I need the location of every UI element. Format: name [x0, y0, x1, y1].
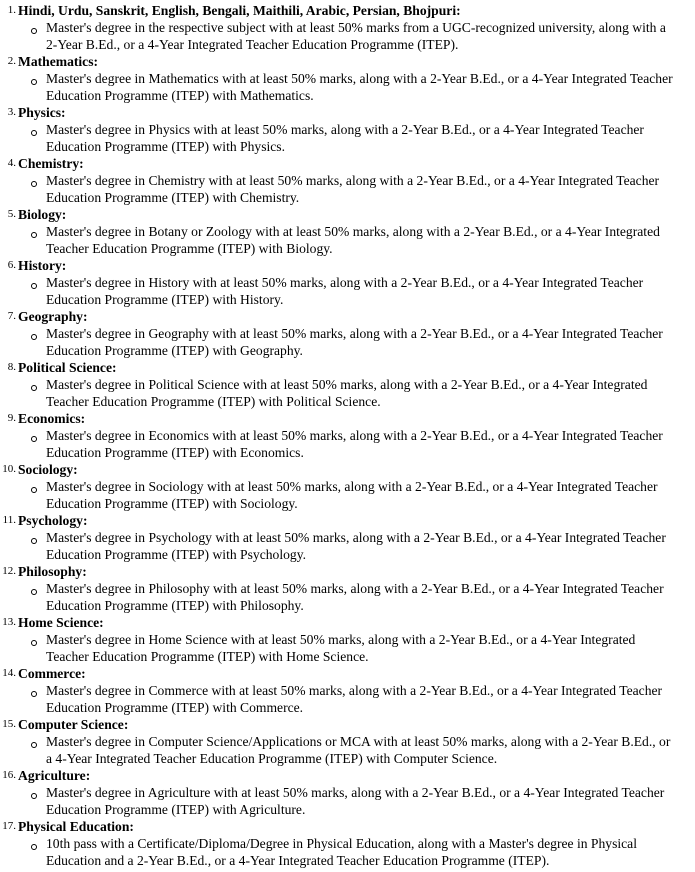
- subject-item: [0, 512, 695, 563]
- qualification-line: Teacher Education Programme (ITEP) with Home Science.: [46, 649, 369, 664]
- qualification-line: Education Programme (ITEP) with Sociology.: [46, 496, 298, 511]
- bullet-circle-icon: [31, 793, 37, 799]
- qualification-line: Teacher Education Programme (ITEP) with Biology.: [46, 241, 333, 256]
- list-number: 16.: [2, 769, 16, 781]
- qualification-line: Master's degree in Commerce with at least 50% marks, along with a 2-Year B.Ed., or a 4-Year Integrated Teacher: [46, 683, 663, 698]
- bullet-circle-icon: [31, 589, 37, 595]
- qualification-text: [46, 529, 695, 563]
- subject-item: [0, 359, 695, 410]
- qualification-line: Master's degree in Philosophy with at least 50% marks, along with a 2-Year B.Ed., or a 4-Year Integrated Teacher: [46, 581, 664, 596]
- list-number: 8.: [7, 361, 16, 373]
- bullet-circle-icon: [31, 181, 37, 187]
- qualification-line: Master's degree in Home Science with at least 50% marks, along with a 2-Year B.Ed., or a 4-Year Integrated: [46, 632, 636, 647]
- qualification-text: [46, 733, 695, 767]
- list-number: 15.: [2, 718, 16, 730]
- qualification-line: Master's degree in Geography with at least 50% marks, along with a 2-Year B.Ed., or a 4-Year Integrated Teacher: [46, 326, 663, 341]
- qualification-line: Education Programme (ITEP) with Commerce.: [46, 700, 304, 715]
- bullet-circle-icon: [31, 334, 37, 340]
- list-number: 12.: [2, 565, 16, 577]
- qualification-line: Master's degree in Agriculture with at least 50% marks, along with a 2-Year B.Ed., or a 4-Year Integrated Teacher: [46, 785, 665, 800]
- qualification-line: Master's degree in Economics with at least 50% marks, along with a 2-Year B.Ed., or a 4-Year Integrated Teacher: [46, 428, 663, 443]
- qualification-text: [46, 274, 695, 308]
- qualification-line: Master's degree in the respective subject with at least 50% marks from a UGC-recognized university, along with a: [46, 20, 666, 35]
- bullet-circle-icon: [31, 691, 37, 697]
- qualification-text: [46, 580, 695, 614]
- qualification-line: Education Programme (ITEP) with Mathematics.: [46, 88, 314, 103]
- qualification-line: Master's degree in Computer Science/Applications or MCA with at least 50% marks, along with a 2-Year B.Ed., or: [46, 734, 671, 749]
- subject-title: Home Science:: [18, 615, 104, 630]
- subject-item: [0, 257, 695, 308]
- list-number: 14.: [2, 667, 16, 679]
- list-number: 11.: [2, 514, 16, 526]
- subject-title: Philosophy:: [18, 564, 87, 579]
- list-number: 6.: [7, 259, 16, 271]
- list-number: 5.: [7, 208, 16, 220]
- qualification-text: [46, 19, 695, 53]
- qualification-line: Education Programme (ITEP) with Economics.: [46, 445, 304, 460]
- subject-title: Physical Education:: [18, 819, 134, 834]
- qualification-line: Education Programme (ITEP) with Physics.: [46, 139, 285, 154]
- qualification-line: Education Programme (ITEP) with Agriculture.: [46, 802, 306, 817]
- qualification-text: [46, 70, 695, 104]
- qualification-line: Education Programme (ITEP) with Philosophy.: [46, 598, 304, 613]
- subject-title: Hindi, Urdu, Sanskrit, English, Bengali, Maithili, Arabic, Persian, Bhojpuri:: [18, 3, 461, 18]
- list-number: 2.: [7, 55, 16, 67]
- subject-item: [0, 614, 695, 665]
- subject-item: [0, 104, 695, 155]
- subject-item: [0, 410, 695, 461]
- qualification-text: [46, 682, 695, 716]
- bullet-circle-icon: [31, 232, 37, 238]
- qualification-line: Education Programme (ITEP) with History.: [46, 292, 284, 307]
- subject-item: [0, 716, 695, 767]
- subject-title: Sociology:: [18, 462, 78, 477]
- list-number: 13.: [2, 616, 16, 628]
- qualification-line: Education Programme (ITEP) with Geography.: [46, 343, 303, 358]
- list-number: 7.: [7, 310, 16, 322]
- qualification-text: [46, 631, 695, 665]
- bullet-circle-icon: [31, 742, 37, 748]
- bullet-circle-icon: [31, 283, 37, 289]
- subject-item: [0, 665, 695, 716]
- subject-title: Chemistry:: [18, 156, 84, 171]
- qualification-line: Master's degree in Chemistry with at least 50% marks, along with a 2-Year B.Ed., or a 4-Year Integrated Teacher: [46, 173, 660, 188]
- qualification-text: [46, 172, 695, 206]
- qualification-line: Education Programme (ITEP) with Chemistry.: [46, 190, 300, 205]
- subject-item: [0, 155, 695, 206]
- bullet-circle-icon: [31, 79, 37, 85]
- list-number: 1.: [7, 4, 16, 16]
- qualification-text: [46, 784, 695, 818]
- subject-title: Political Science:: [18, 360, 117, 375]
- qualification-text: [46, 121, 695, 155]
- subject-title: Agriculture:: [18, 768, 91, 783]
- subject-item: [0, 53, 695, 104]
- qualification-line: Teacher Education Programme (ITEP) with Political Science.: [46, 394, 381, 409]
- qualification-line: Master's degree in Psychology with at least 50% marks, along with a 2-Year B.Ed., or a 4-Year Integrated Teacher: [46, 530, 666, 545]
- list-number: 10.: [2, 463, 16, 475]
- list-number: 3.: [7, 106, 16, 118]
- qualification-line: Master's degree in Physics with at least 50% marks, along with a 2-Year B.Ed., or a 4-Year Integrated Teacher: [46, 122, 644, 137]
- subject-item: [0, 818, 695, 869]
- subject-title: Computer Science:: [18, 717, 129, 732]
- subject-title: Psychology:: [18, 513, 88, 528]
- subject-item: [0, 2, 695, 53]
- subject-item: [0, 206, 695, 257]
- subject-title: Biology:: [18, 207, 67, 222]
- bullet-circle-icon: [31, 385, 37, 391]
- bullet-circle-icon: [31, 844, 37, 850]
- subject-title: Commerce:: [18, 666, 86, 681]
- qualification-line: 10th pass with a Certificate/Diploma/Degree in Physical Education, along with a Master's degree in Physical: [46, 836, 637, 851]
- subject-title: Geography:: [18, 309, 88, 324]
- list-number: 9.: [7, 412, 16, 424]
- qualification-text: [46, 325, 695, 359]
- qualification-line: Master's degree in Botany or Zoology with at least 50% marks, along with a 2-Year B.Ed., or a 4-Year Integrated: [46, 224, 660, 239]
- list-number: 17.: [2, 820, 16, 832]
- qualification-text: [46, 478, 695, 512]
- qualification-line: a 4-Year Integrated Teacher Education Programme (ITEP) with Computer Science.: [46, 751, 498, 766]
- subject-item: [0, 767, 695, 818]
- subject-title: Physics:: [18, 105, 66, 120]
- qualification-line: Master's degree in Sociology with at least 50% marks, along with a 2-Year B.Ed., or a 4-Year Integrated Teacher: [46, 479, 658, 494]
- qualification-text: [46, 427, 695, 461]
- subject-title: History:: [18, 258, 67, 273]
- subject-item: [0, 563, 695, 614]
- qualification-line: Education Programme (ITEP) with Psychology.: [46, 547, 306, 562]
- bullet-circle-icon: [31, 436, 37, 442]
- qualification-text: [46, 835, 695, 869]
- qualification-line: Master's degree in History with at least 50% marks, along with a 2-Year B.Ed., or a 4-Year Integrated Teacher: [46, 275, 644, 290]
- subject-title: Economics:: [18, 411, 86, 426]
- list-number: 4.: [7, 157, 16, 169]
- bullet-circle-icon: [31, 130, 37, 136]
- bullet-circle-icon: [31, 538, 37, 544]
- qualification-text: [46, 376, 695, 410]
- qualification-text: [46, 223, 695, 257]
- bullet-circle-icon: [31, 28, 37, 34]
- qualification-line: Master's degree in Political Science with at least 50% marks, along with a 2-Year B.Ed., or a 4-Year Integrated: [46, 377, 648, 392]
- bullet-circle-icon: [31, 487, 37, 493]
- eligibility-list: [0, 2, 695, 869]
- subject-item: [0, 308, 695, 359]
- subject-item: [0, 461, 695, 512]
- qualification-line: Education and a 2-Year B.Ed., or a 4-Year Integrated Teacher Education Programme (ITEP).: [46, 853, 550, 868]
- qualification-line: 2-Year B.Ed., or a 4-Year Integrated Teacher Education Programme (ITEP).: [46, 37, 459, 52]
- bullet-circle-icon: [31, 640, 37, 646]
- qualification-line: Master's degree in Mathematics with at least 50% marks, along with a 2-Year B.Ed., or a 4-Year Integrated Teacher: [46, 71, 673, 86]
- subject-title: Mathematics:: [18, 54, 99, 69]
